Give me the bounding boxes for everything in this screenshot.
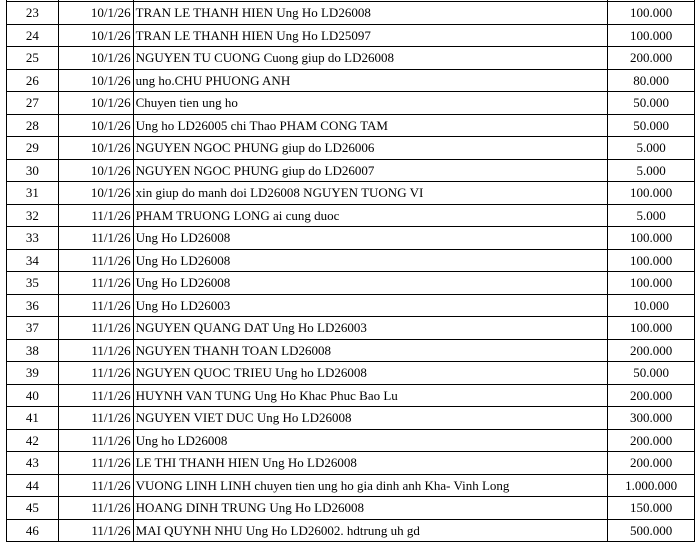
date-cell: 11/1/26 [58, 227, 133, 250]
table-row [7, 204, 695, 227]
date-cell: 10/1/26 [58, 92, 133, 115]
date-cell: 11/1/26 [58, 204, 133, 227]
amount-cell: 50.000 [608, 362, 695, 385]
date-cell: 11/1/26 [58, 339, 133, 362]
row-number-cell: 36 [7, 294, 59, 317]
amount-cell: 100.000 [608, 317, 695, 340]
table-row [7, 24, 695, 47]
description-cell: Ung ho LD26008 [133, 429, 607, 452]
date-cell: 10/1/26 [58, 159, 133, 182]
table-row [7, 317, 695, 340]
row-number-cell: 28 [7, 114, 59, 137]
description-cell: NGUYEN QUANG DAT Ung Ho LD26003 [133, 317, 607, 340]
table-row [7, 47, 695, 70]
table-row [7, 429, 695, 452]
row-number-cell: 33 [7, 227, 59, 250]
description-cell: Ung ho LD26005 chi Thao PHAM CONG TAM [133, 114, 607, 137]
amount-cell: 100.000 [608, 24, 695, 47]
row-number-cell: 44 [7, 474, 59, 497]
row-number-cell: 37 [7, 317, 59, 340]
date-cell: 11/1/26 [58, 497, 133, 520]
table-row [7, 497, 695, 520]
amount-cell: 5.000 [608, 204, 695, 227]
description-cell: NGUYEN TU CUONG Cuong giup do LD26008 [133, 47, 607, 70]
row-number-cell: 34 [7, 249, 59, 272]
date-cell: 10/1/26 [58, 137, 133, 160]
table-row [7, 137, 695, 160]
date-cell: 11/1/26 [58, 429, 133, 452]
row-number-cell: 45 [7, 497, 59, 520]
description-cell: NGUYEN NGOC PHUNG giup do LD26006 [133, 137, 607, 160]
row-number-cell: 41 [7, 407, 59, 430]
amount-cell: 100.000 [608, 272, 695, 295]
amount-cell: 100.000 [608, 227, 695, 250]
amount-cell: 200.000 [608, 429, 695, 452]
row-number-cell: 26 [7, 69, 59, 92]
description-cell: HUYNH VAN TUNG Ung Ho Khac Phuc Bao Lu [133, 384, 607, 407]
date-cell: 10/1/26 [58, 182, 133, 205]
amount-cell: 100.000 [608, 2, 695, 25]
table-row [7, 182, 695, 205]
table-row [7, 249, 695, 272]
description-cell: NGUYEN QUOC TRIEU Ung ho LD26008 [133, 362, 607, 385]
row-number-cell: 39 [7, 362, 59, 385]
description-cell: PHAM TRUONG LONG ai cung duoc [133, 204, 607, 227]
table-row [7, 384, 695, 407]
date-cell: 11/1/26 [58, 362, 133, 385]
table-row [7, 69, 695, 92]
description-cell: Ung Ho LD26008 [133, 227, 607, 250]
amount-cell: 500.000 [608, 519, 695, 542]
amount-cell: 5.000 [608, 137, 695, 160]
amount-cell: 200.000 [608, 47, 695, 70]
table-row [7, 227, 695, 250]
description-cell: MAI QUYNH NHU Ung Ho LD26002. hdtrung uh gd [133, 519, 607, 542]
date-cell: 11/1/26 [58, 317, 133, 340]
table-body [7, 0, 695, 542]
row-number-cell: 29 [7, 137, 59, 160]
table-row [7, 339, 695, 362]
description-cell: Ung Ho LD26008 [133, 272, 607, 295]
description-cell: NGUYEN VIET DUC Ung Ho LD26008 [133, 407, 607, 430]
donation-table [6, 0, 695, 542]
row-number-cell: 23 [7, 2, 59, 25]
description-cell: ung ho.CHU PHUONG ANH [133, 69, 607, 92]
description-cell: VUONG LINH LINH chuyen tien ung ho gia dinh anh Kha- Vinh Long [133, 474, 607, 497]
date-cell: 11/1/26 [58, 294, 133, 317]
date-cell: 11/1/26 [58, 249, 133, 272]
row-number-cell: 43 [7, 452, 59, 475]
row-number-cell: 24 [7, 24, 59, 47]
amount-cell: 80.000 [608, 69, 695, 92]
date-cell: 10/1/26 [58, 24, 133, 47]
amount-cell: 100.000 [608, 182, 695, 205]
amount-cell: 200.000 [608, 339, 695, 362]
table-row [7, 2, 695, 25]
table-row [7, 519, 695, 542]
amount-cell: 100.000 [608, 249, 695, 272]
date-cell: 10/1/26 [58, 2, 133, 25]
row-number-cell: 40 [7, 384, 59, 407]
row-number-cell: 35 [7, 272, 59, 295]
description-cell: TRAN LE THANH HIEN Ung Ho LD26008 [133, 2, 607, 25]
table-row [7, 159, 695, 182]
table-row [7, 362, 695, 385]
table-row [7, 474, 695, 497]
amount-cell: 1.000.000 [608, 474, 695, 497]
row-number-cell: 25 [7, 47, 59, 70]
row-number-cell: 46 [7, 519, 59, 542]
description-cell: Chuyen tien ung ho [133, 92, 607, 115]
amount-cell: 200.000 [608, 452, 695, 475]
row-number-cell: 42 [7, 429, 59, 452]
amount-cell: 200.000 [608, 384, 695, 407]
amount-cell: 5.000 [608, 159, 695, 182]
row-number-cell: 30 [7, 159, 59, 182]
table-row [7, 92, 695, 115]
table-row [7, 114, 695, 137]
date-cell: 11/1/26 [58, 474, 133, 497]
table-row [7, 294, 695, 317]
row-number-cell: 31 [7, 182, 59, 205]
description-cell: LE THI THANH HIEN Ung Ho LD26008 [133, 452, 607, 475]
date-cell: 11/1/26 [58, 384, 133, 407]
description-cell: xin giup do manh doi LD26008 NGUYEN TUONG VI [133, 182, 607, 205]
row-number-cell: 27 [7, 92, 59, 115]
amount-cell: 50.000 [608, 92, 695, 115]
description-cell: NGUYEN THANH TOAN LD26008 [133, 339, 607, 362]
description-cell: Ung Ho LD26003 [133, 294, 607, 317]
table-row [7, 452, 695, 475]
table-row [7, 272, 695, 295]
date-cell: 10/1/26 [58, 47, 133, 70]
amount-cell: 300.000 [608, 407, 695, 430]
amount-cell: 150.000 [608, 497, 695, 520]
amount-cell: 50.000 [608, 114, 695, 137]
date-cell: 11/1/26 [58, 452, 133, 475]
amount-cell: 10.000 [608, 294, 695, 317]
description-cell: NGUYEN NGOC PHUNG giup do LD26007 [133, 159, 607, 182]
row-number-cell: 32 [7, 204, 59, 227]
date-cell: 11/1/26 [58, 407, 133, 430]
description-cell: TRAN LE THANH HIEN Ung Ho LD25097 [133, 24, 607, 47]
date-cell: 11/1/26 [58, 272, 133, 295]
date-cell: 11/1/26 [58, 519, 133, 542]
description-cell: Ung Ho LD26008 [133, 249, 607, 272]
description-cell: HOANG DINH TRUNG Ung Ho LD26008 [133, 497, 607, 520]
date-cell: 10/1/26 [58, 114, 133, 137]
date-cell: 10/1/26 [58, 69, 133, 92]
table-row [7, 407, 695, 430]
row-number-cell: 38 [7, 339, 59, 362]
